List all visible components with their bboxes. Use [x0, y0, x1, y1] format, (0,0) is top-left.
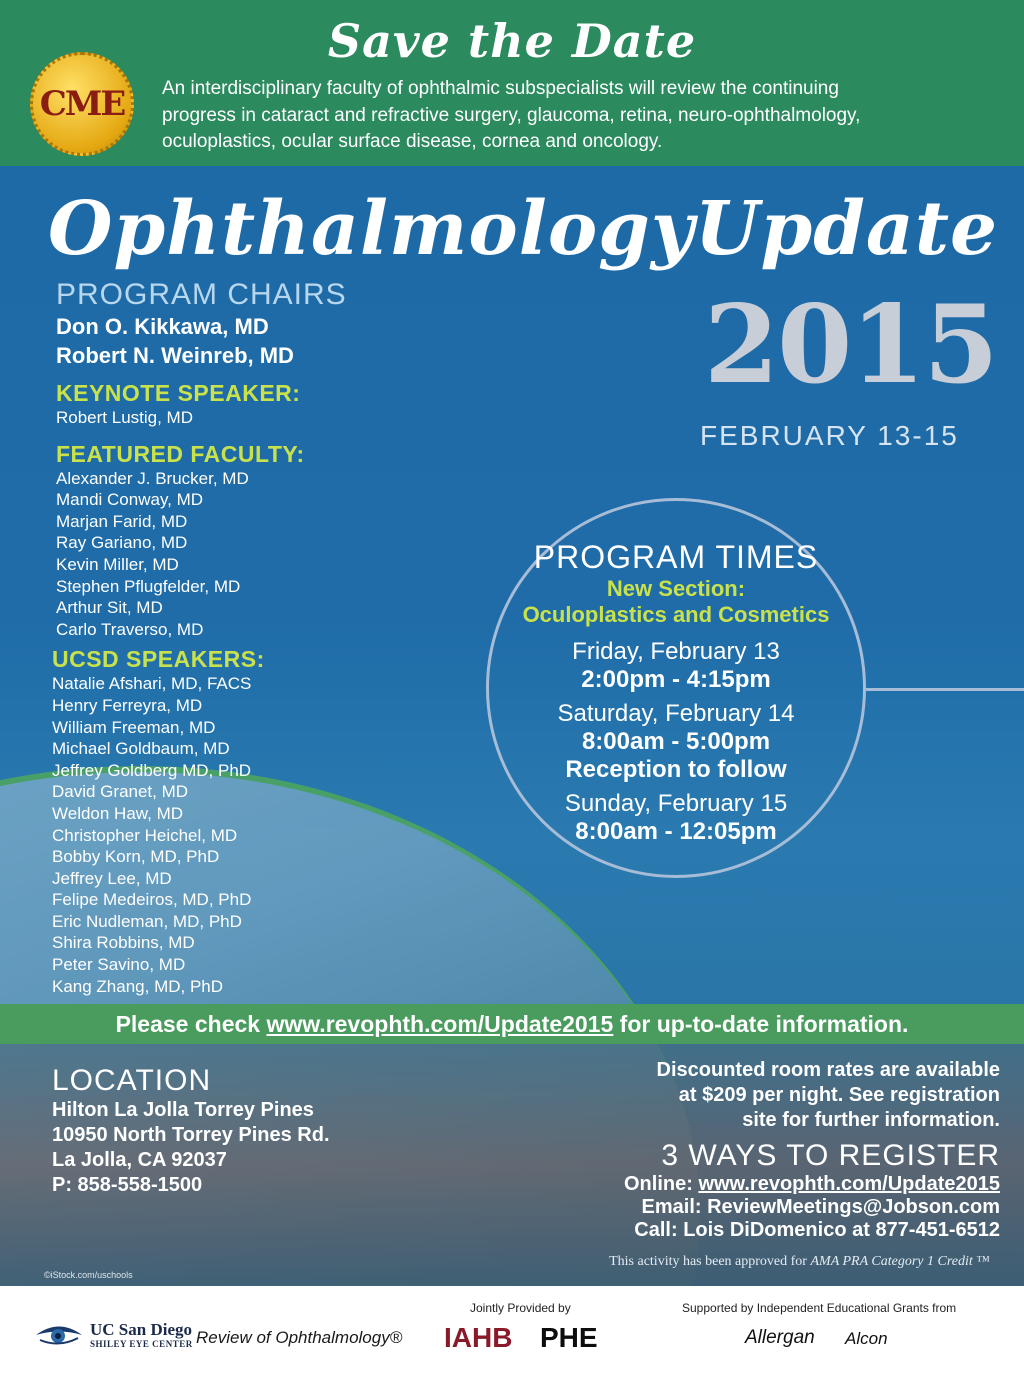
ucsd-speakers-heading: UCSD SPEAKERS: — [52, 646, 265, 673]
saturday-date: Saturday, February 14 — [557, 700, 795, 727]
ucsd-speaker-name: Shira Robbins, MD — [52, 933, 195, 953]
event-dates: FEBRUARY 13-15 — [700, 420, 959, 451]
faculty-name: Ray Gariano, MD — [56, 533, 188, 553]
location-heading: LOCATION — [52, 1064, 212, 1097]
photo-credit: ©iStock.com/uschools — [44, 1270, 133, 1280]
register-call: Call: Lois DiDomenico at 877-451-6512 — [634, 1219, 1000, 1241]
ucsd-speaker-name: Jeffrey Lee, MD — [52, 868, 172, 888]
friday-time: 2:00pm - 4:15pm — [581, 666, 771, 693]
allergan-logo: Allergan — [745, 1327, 815, 1348]
info-bar-suffix: for up-to-date information. — [613, 1011, 909, 1037]
event-year: 2015 — [704, 282, 997, 408]
register-heading: 3 WAYS TO REGISTER — [661, 1139, 1000, 1172]
info-bar-prefix: Please check — [115, 1011, 267, 1037]
ucsd-subname: SHILEY EYE CENTER — [90, 1339, 193, 1349]
faculty-name: Carlo Traverso, MD — [56, 619, 204, 639]
credit-tm: ™ — [972, 1254, 990, 1269]
sunday-time: 8:00am - 12:05pm — [575, 818, 777, 845]
location-phone: P: 858-558-1500 — [52, 1174, 203, 1196]
supported-by-label: Supported by Independent Educational Grants from — [682, 1301, 957, 1315]
cme-seal-text: CME — [39, 84, 125, 124]
review-of-ophthalmology-logo: Review of Ophthalmology® — [196, 1328, 403, 1347]
intro-text — [162, 76, 982, 156]
chair-name: Don O. Kikkawa, MD — [56, 314, 269, 339]
intro-line: progress in cataract and refractive surgery, glaucoma, retina, neuro-ophthalmology, — [162, 104, 861, 126]
featured-faculty-heading: FEATURED FACULTY: — [56, 440, 305, 467]
location-block — [52, 1064, 330, 1198]
faculty-name: Mandi Conway, MD — [56, 490, 204, 510]
ucsd-speaker-name: William Freeman, MD — [52, 717, 216, 737]
jointly-provided-label: Jointly Provided by — [470, 1301, 571, 1315]
ucsd-speaker-name: Bobby Korn, MD, PhD — [52, 847, 220, 867]
alcon-logo: Alcon — [845, 1329, 888, 1348]
program-times-heading: PROGRAM TIMES — [533, 539, 819, 575]
ucsd-name: UC San Diego — [90, 1320, 193, 1339]
room-rate-line: at $209 per night. See registration — [678, 1084, 1000, 1106]
ucsd-speaker-name: Kang Zhang, MD, PhD — [52, 976, 224, 996]
ucsd-speaker-name: Weldon Haw, MD — [52, 803, 184, 823]
ucsd-speaker-name: Jeffrey Goldberg MD, PhD — [52, 760, 252, 780]
room-rate-line: site for further information. — [742, 1109, 1000, 1131]
cme-seal-icon — [30, 52, 134, 156]
keynote-name: Robert Lustig, MD — [56, 408, 193, 427]
circle-connector-line — [866, 688, 1024, 691]
new-section-label: New Section: — [606, 576, 746, 601]
iahb-logo: IAHB — [444, 1322, 513, 1353]
header-banner — [0, 0, 1024, 166]
ucsd-speaker-name: Felipe Medeiros, MD, PhD — [52, 890, 252, 910]
register-online-label: Online: — [623, 1173, 699, 1195]
register-online-link[interactable]: www.revophth.com/Update2015 — [698, 1173, 1000, 1195]
location-line: 10950 North Torrey Pines Rd. — [52, 1124, 330, 1146]
ucsd-speaker-name: Natalie Afshari, MD, FACS — [52, 674, 252, 694]
location-line: La Jolla, CA 92037 — [52, 1149, 227, 1171]
ucsd-speaker-name: Eric Nudleman, MD, PhD — [52, 911, 242, 931]
credit-category: AMA PRA Category 1 Credit — [810, 1254, 973, 1269]
register-email[interactable]: Email: ReviewMeetings@Jobson.com — [641, 1196, 1000, 1218]
friday-date: Friday, February 13 — [572, 638, 780, 665]
phe-logo: PHE — [540, 1322, 598, 1353]
ucsd-speaker-name: Michael Goldbaum, MD — [52, 739, 230, 759]
program-times-circle — [486, 498, 866, 878]
faculty-name: Marjan Farid, MD — [56, 511, 188, 531]
cme-credit-statement — [609, 1254, 990, 1270]
faculty-name: Alexander J. Brucker, MD — [56, 468, 249, 488]
ucsd-speaker-name: Henry Ferreyra, MD — [52, 695, 203, 715]
keynote-heading: KEYNOTE SPEAKER: — [56, 380, 301, 406]
update-website-link[interactable]: www.revophth.com/Update2015 — [266, 1011, 614, 1037]
intro-line: oculoplastics, ocular surface disease, cornea and oncology. — [162, 131, 663, 152]
save-the-date-heading: Save the Date — [327, 14, 697, 68]
ucsd-logo — [34, 1320, 193, 1350]
new-section-name: Oculoplastics and Cosmetics — [522, 602, 830, 627]
chair-name: Robert N. Weinreb, MD — [56, 343, 294, 368]
location-line: Hilton La Jolla Torrey Pines — [52, 1099, 314, 1121]
ucsd-speaker-name: David Granet, MD — [52, 782, 189, 802]
faculty-name: Stephen Pflugfelder, MD — [56, 576, 241, 596]
saturday-note: Reception to follow — [565, 756, 787, 783]
sunday-date: Sunday, February 15 — [564, 790, 788, 817]
faculty-name: Kevin Miller, MD — [56, 554, 179, 574]
intro-line: An interdisciplinary faculty of ophthalmic subspecialists will review the continuing — [162, 78, 839, 99]
registration-block — [624, 1058, 1000, 1242]
ucsd-speaker-name: Peter Savino, MD — [52, 955, 186, 975]
faculty-name: Arthur Sit, MD — [56, 598, 163, 618]
info-bar — [0, 1004, 1024, 1044]
program-chairs-heading: PROGRAM CHAIRS — [56, 278, 347, 311]
register-online — [624, 1173, 1000, 1196]
saturday-time: 8:00am - 5:00pm — [581, 728, 771, 755]
eye-icon — [34, 1320, 84, 1350]
room-rate-line: Discounted room rates are available — [656, 1059, 1000, 1081]
ucsd-speaker-name: Christopher Heichel, MD — [52, 825, 238, 845]
faculty-column — [52, 278, 347, 997]
event-title: OphthalmologyUpdate — [48, 186, 999, 272]
credit-text: This activity has been approved for — [609, 1254, 811, 1269]
